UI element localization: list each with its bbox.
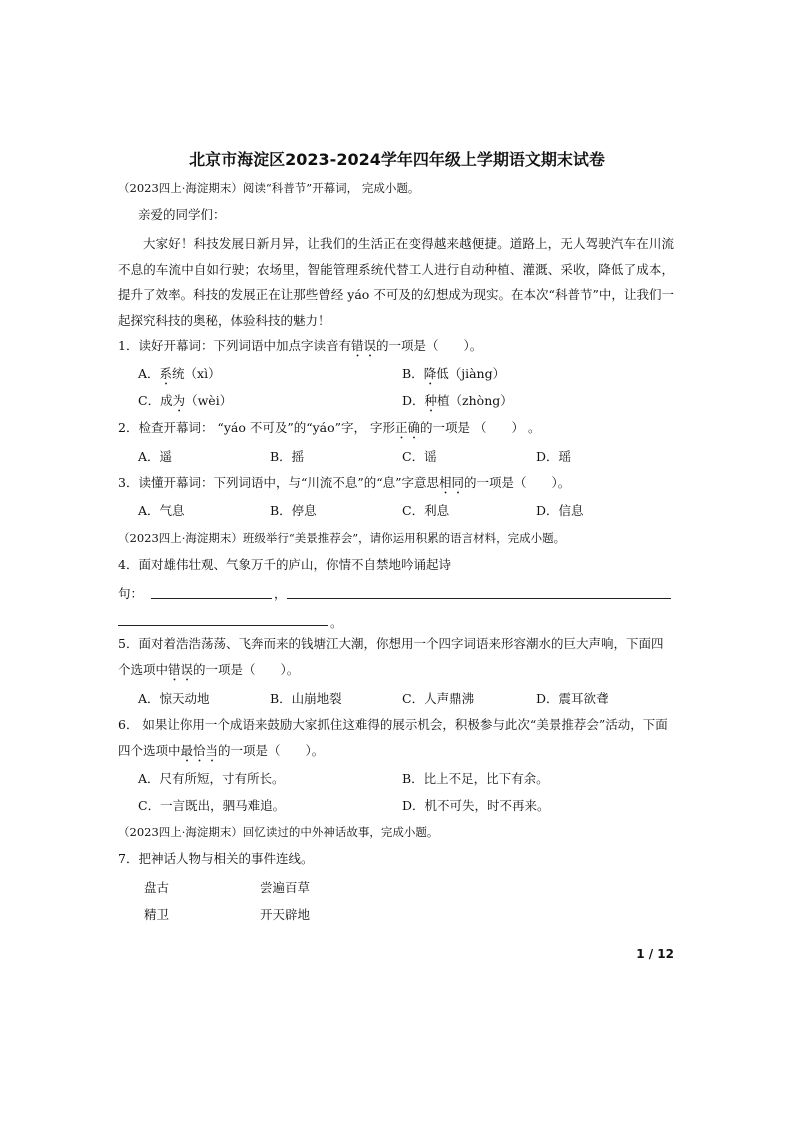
section3-intro: （2023四上·海淀期末）回忆读过的中外神话故事，完成小题。 <box>118 825 439 839</box>
myth-person-item[interactable]: 盘古 <box>144 880 170 895</box>
myth-person-item[interactable]: 精卫 <box>144 907 170 922</box>
question-3-option-c[interactable]: C．利息 <box>402 503 450 518</box>
question-6-option-c[interactable]: C．一言既出，驷马难追。 <box>138 798 286 813</box>
question-6-stem-line2: 四个选项中最恰当的一项是（ ）。 <box>118 743 325 758</box>
answer-blank-3[interactable] <box>118 625 328 626</box>
question-3-stem: 3．读懂开幕词：下列词语中，与“川流不息”的“息”字意思相同的一项是（ ）。 <box>118 475 571 490</box>
question-2-option-c[interactable]: C．谣 <box>402 449 437 464</box>
question-2-stem: 2．检查开幕词： “yáo 不可及”的“yáo”字， 字形正确的一项是 （ ） 。 <box>118 420 541 435</box>
myth-event-item[interactable]: 尝遍百草 <box>260 880 311 895</box>
question-1-option-a[interactable]: A．系统（xì） <box>138 366 221 381</box>
question-4-stem: 4．面对雄伟壮观、气象万千的庐山，你情不自禁地吟诵起诗 <box>118 557 451 572</box>
question-2-option-a[interactable]: A．遥 <box>138 449 173 464</box>
answer-blank-1[interactable] <box>151 598 272 599</box>
question-6-option-d[interactable]: D．机不可失，时不再来。 <box>402 798 550 813</box>
page-title: 北京市海淀区2023-2024学年四年级上学期语文期末试卷 <box>189 150 605 169</box>
question-3-option-a[interactable]: A．气息 <box>138 503 185 518</box>
question-7-stem: 7．把神话人物与相关的事件连线。 <box>118 851 314 866</box>
question-6-stem-line1: 6． 如果让你用一个成语来鼓励大家抓住这难得的展示机会，积极参与此次“美景推荐会”活动，下面 <box>118 717 668 732</box>
question-4-prefix: 句： <box>118 586 144 601</box>
question-2-option-d[interactable]: D．瑶 <box>536 449 572 464</box>
section1-intro: （2023四上·海淀期末）阅读“科普节”开幕词， 完成小题。 <box>118 181 420 195</box>
question-5-stem-line1: 5．面对着浩浩荡荡、飞奔而来的钱塘江大潮，你想用一个四字词语来形容潮水的巨大声响，下面四 <box>118 636 664 651</box>
question-5-option-c[interactable]: C．人声鼎沸 <box>402 691 475 706</box>
question-1-option-d[interactable]: D．种植（zhòng） <box>402 393 513 408</box>
section2-intro: （2023四上·海淀期末）班级举行“美景推荐会”，请你运用积累的语言材料，完成小题。 <box>118 531 566 545</box>
question-4-period: 。 <box>330 615 343 630</box>
question-4-comma: ， <box>274 586 287 601</box>
myth-event-item[interactable]: 开天辟地 <box>260 907 311 922</box>
question-2-option-b[interactable]: B．摇 <box>270 449 305 464</box>
question-5-option-a[interactable]: A．惊天动地 <box>138 691 210 706</box>
question-1-option-b[interactable]: B．降低（jiàng） <box>402 366 506 381</box>
question-5-stem-line2: 个选项中错误的一项是（ ）。 <box>118 662 300 677</box>
question-5-option-b[interactable]: B．山崩地裂 <box>270 691 342 706</box>
question-5-option-d[interactable]: D．震耳欲聋 <box>536 691 609 706</box>
question-3-option-b[interactable]: B．停息 <box>270 503 317 518</box>
question-1-stem: 1．读好开幕词：下列词语中加点字读音有错误的一项是（ ）。 <box>118 338 483 353</box>
page-number: 1 / 12 <box>636 947 674 961</box>
question-6-option-b[interactable]: B．比上不足，比下有余。 <box>402 771 549 786</box>
question-3-option-d[interactable]: D．信息 <box>536 503 584 518</box>
opening-speech-paragraph: 大家好！科技发展日新月异，让我们的生活正在变得越来越便捷。道路上，无人驾驶汽车在川流不息的车流中自如行驶；农场里，智能管理系统代替工人进行自动种植、灌溉、采收，降低了成本，提升了效率。科技的发展正在让那些曾经 yáo 不可及的幻想成为现实。在本次“科普节”中，让我们一起探究科技的奥秘，体验科技的魅力！ <box>118 236 674 328</box>
greeting: 亲爱的同学们： <box>138 207 226 222</box>
answer-blank-2[interactable] <box>287 598 671 599</box>
question-1-option-c[interactable]: C．成为（wèi） <box>138 393 233 408</box>
question-6-option-a[interactable]: A．尺有所短，寸有所长。 <box>138 771 285 786</box>
